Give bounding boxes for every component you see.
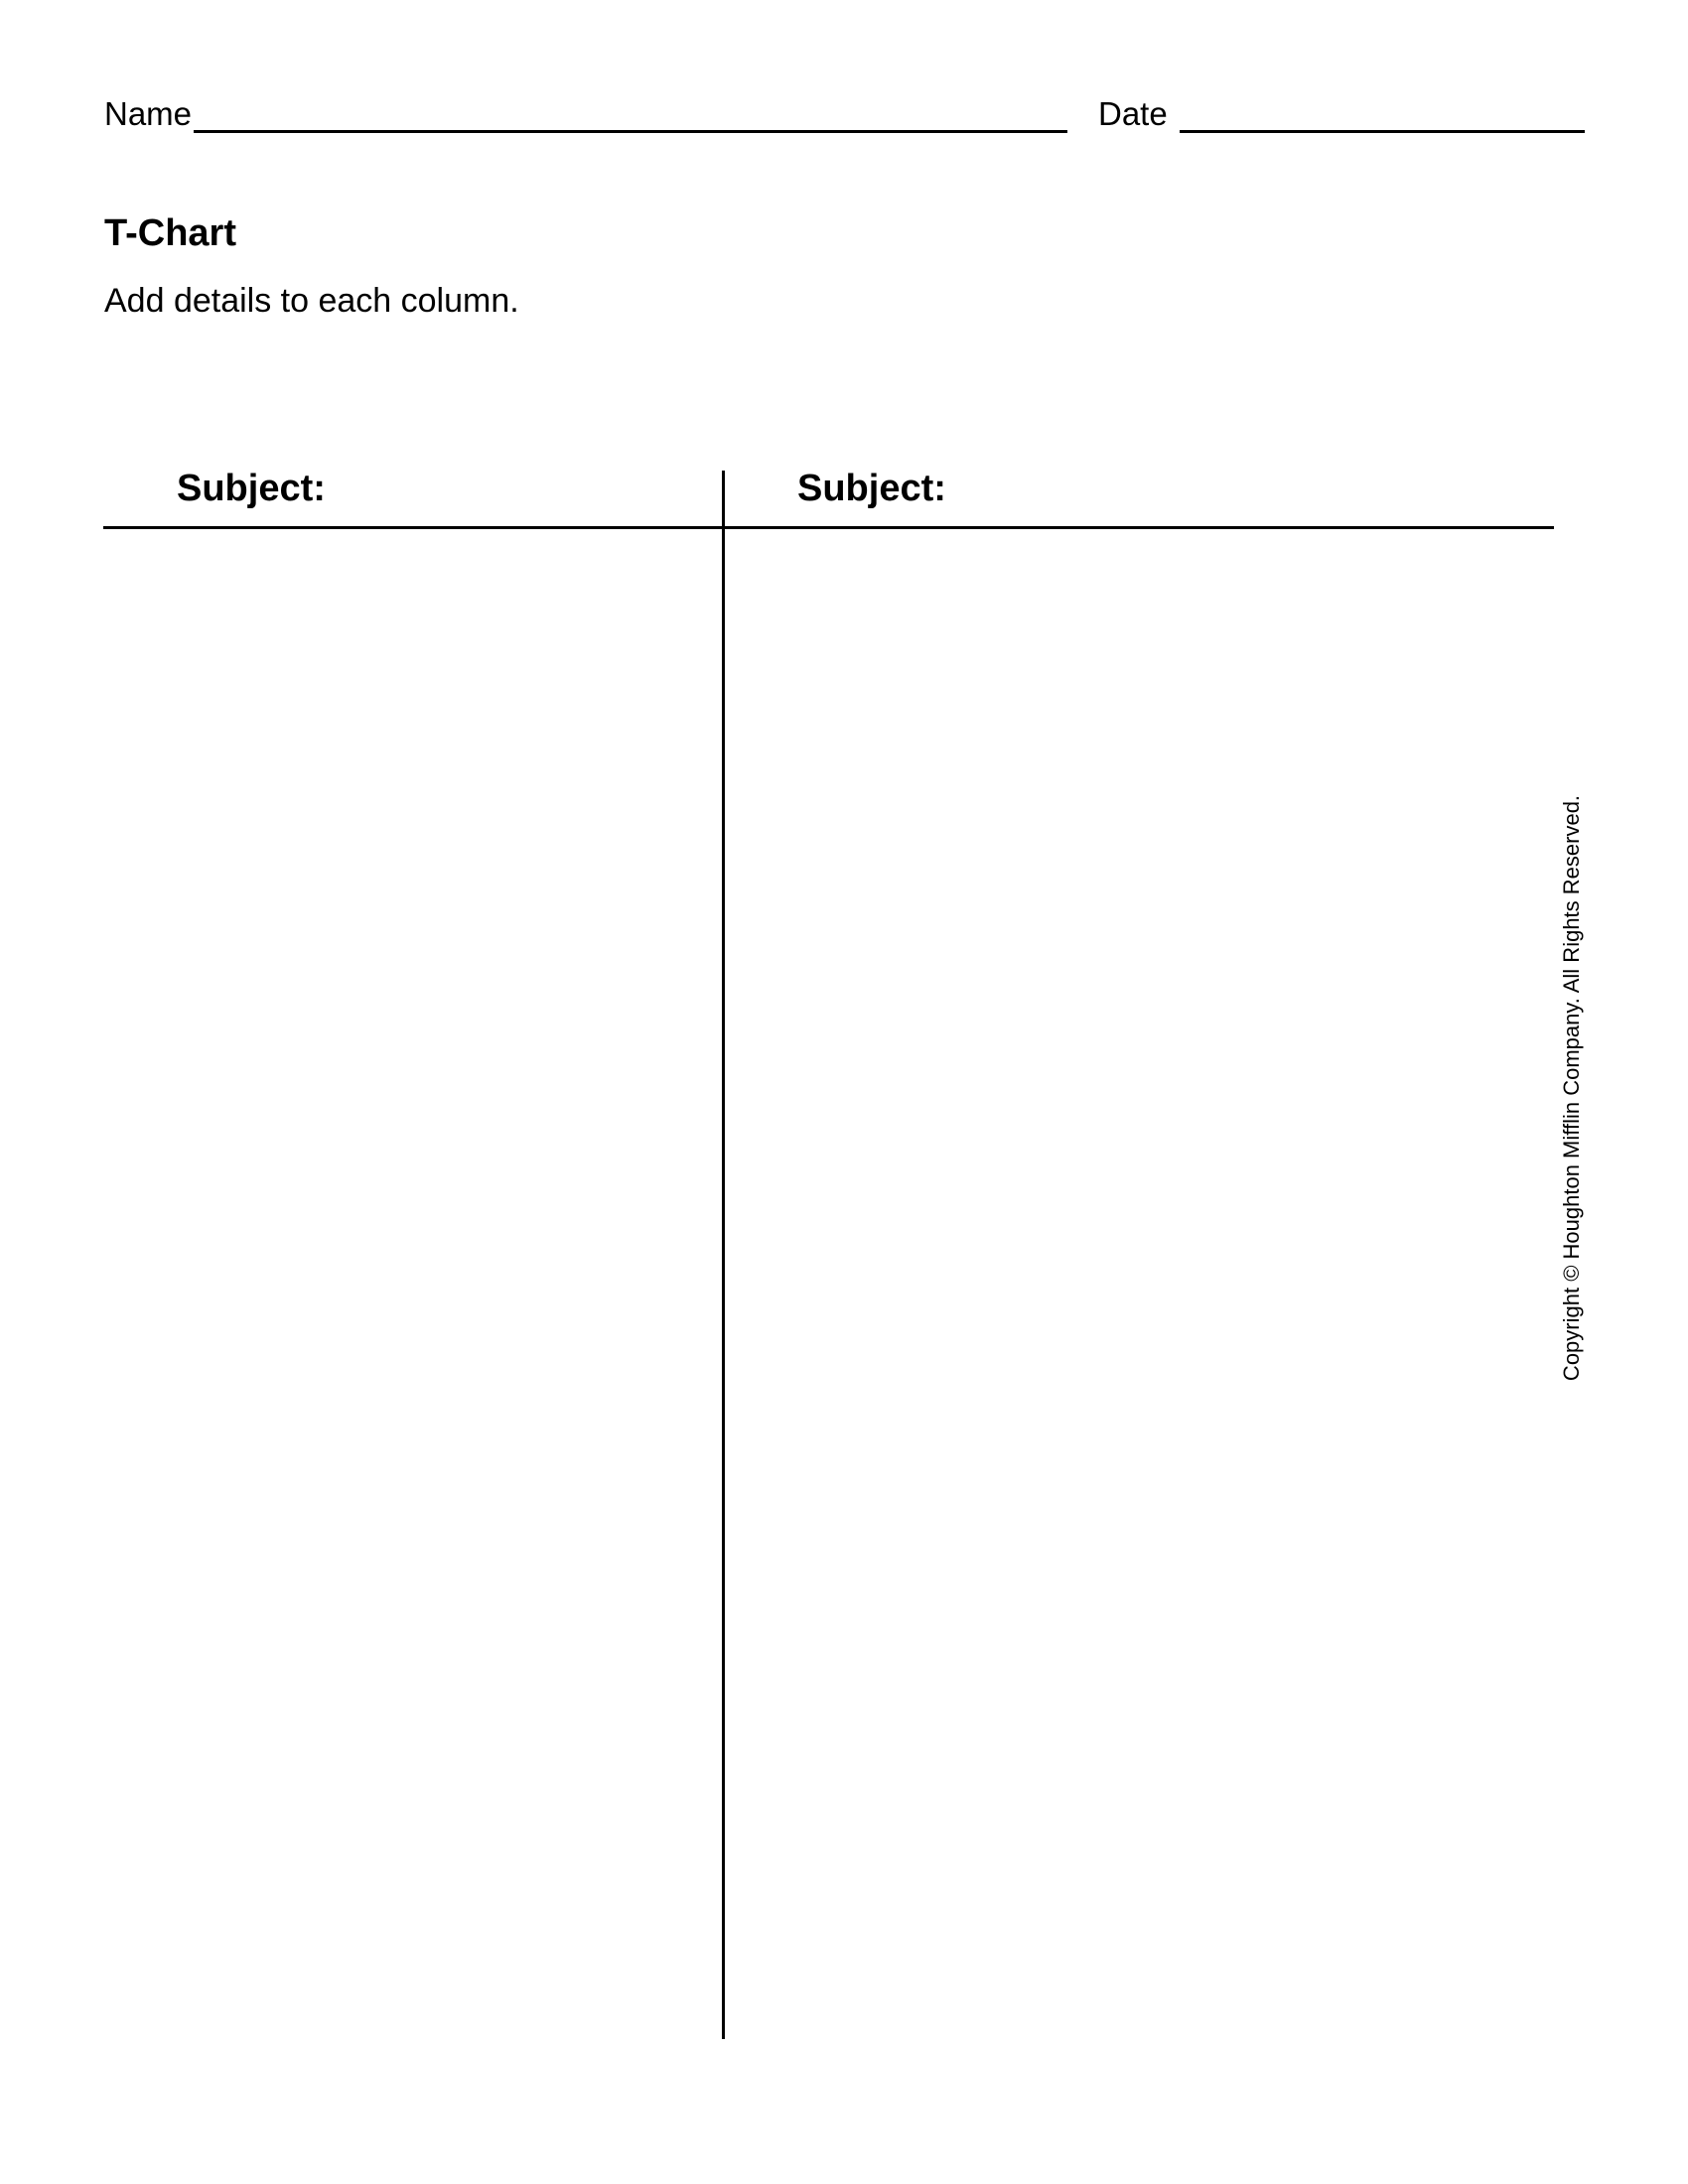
left-column-writing-area[interactable] <box>103 530 721 2039</box>
t-chart-vertical-rule <box>722 471 725 2039</box>
date-field[interactable] <box>1180 130 1585 133</box>
right-column-writing-area[interactable] <box>726 530 1554 2039</box>
date-label: Date <box>1098 95 1168 132</box>
left-column-heading: Subject: <box>177 468 326 509</box>
t-chart-horizontal-rule <box>103 526 1554 529</box>
name-field[interactable] <box>194 130 1067 133</box>
copyright-notice: Copyright © Houghton Mifflin Company. All Rights Reserved. <box>1559 794 1584 1382</box>
worksheet-instructions: Add details to each column. <box>104 282 519 320</box>
name-label: Name <box>104 95 193 132</box>
worksheet-title: T-Chart <box>104 212 236 254</box>
right-column-heading: Subject: <box>797 468 946 509</box>
